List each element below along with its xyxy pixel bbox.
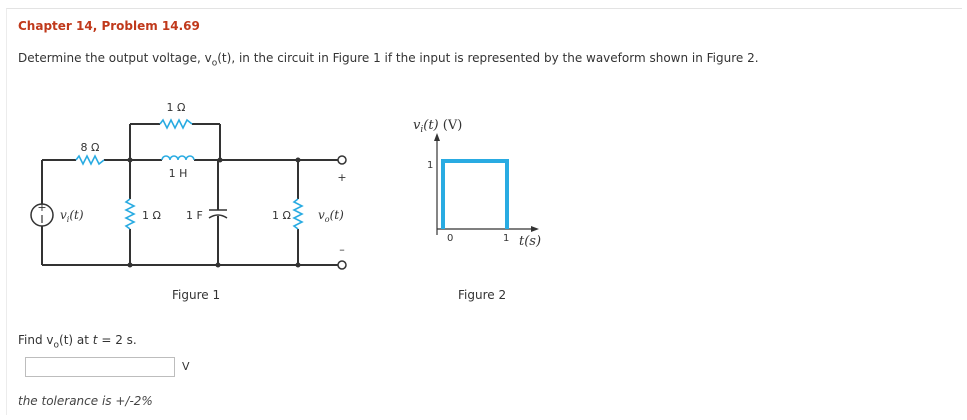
svg-text:+: +	[37, 201, 47, 214]
tick-x-1: 1	[503, 233, 510, 244]
label-r-top: 1 Ω	[166, 101, 186, 114]
circuit-diagram	[20, 95, 360, 275]
problem-title: Chapter 14, Problem 14.69	[18, 19, 200, 33]
inductor-icon	[162, 156, 194, 160]
label-source: $v_i(t)$	[60, 208, 84, 224]
tick-y-1: 1	[427, 160, 434, 171]
answer-prompt: Find $v_o(t)$ at t = 2 s.	[18, 333, 137, 351]
question-text: Determine the output voltage, $v_o(t)$, in the circuit in Figure 1 if the input is represented by the waveform shown in Figure 2.	[18, 51, 759, 69]
answer-input[interactable]	[25, 357, 175, 377]
answer-unit: V	[182, 360, 190, 373]
resistor-shunt-icon	[126, 199, 134, 229]
label-plus: +	[337, 171, 347, 184]
pulse-waveform	[443, 161, 507, 229]
resistor-load-icon	[294, 199, 302, 229]
label-capacitor: 1 F	[186, 209, 203, 222]
figure2-caption: Figure 2	[458, 288, 507, 302]
axis-y-label: $v_i(t)$ (V)	[413, 118, 463, 135]
figure1-caption: Figure 1	[172, 288, 221, 302]
resistor-left-icon	[76, 156, 104, 164]
axis-x-label: t(s)	[519, 234, 542, 249]
label-r-load: 1 Ω	[272, 209, 291, 222]
tolerance-note: the tolerance is +/-2%	[18, 394, 153, 408]
resistor-top-icon	[160, 120, 192, 128]
label-r-left: 8 Ω	[80, 141, 100, 154]
label-output: $v_o(t)$	[318, 208, 344, 224]
input-waveform-plot	[405, 105, 565, 255]
label-inductor: 1 H	[168, 167, 188, 180]
label-r-shunt: 1 Ω	[142, 209, 161, 222]
tick-x-0: 0	[447, 233, 454, 244]
label-minus: –	[339, 243, 345, 256]
